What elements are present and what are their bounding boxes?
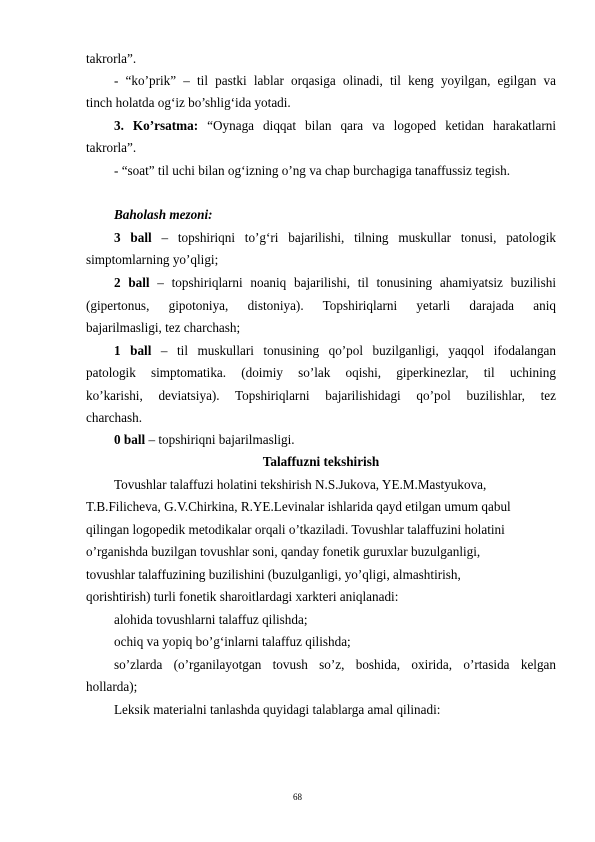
- text-run: – topshiriqni to’g‘ri bajarilishi, tilning muskullar tonusi, patologik: [151, 230, 556, 245]
- score-label: 0 ball: [114, 432, 146, 447]
- instruction-heading: 3. Ko’rsatma:: [114, 118, 199, 133]
- paragraph-line: [114, 341, 556, 361]
- score-label: 3 ball: [114, 230, 152, 245]
- paragraph-line: [114, 273, 556, 293]
- section-heading: Baholash mezoni:: [114, 207, 213, 222]
- page-number: 68: [293, 792, 302, 802]
- text-line: hollarda);: [86, 679, 138, 694]
- section-title: Talaffuzni tekshirish: [262, 454, 380, 469]
- text-line: o’rganishda buzilgan tovushlar soni, qanday fonetik guruxlar buzulganligi,: [86, 544, 481, 559]
- text-line: simptomlarning yo’qligi;: [86, 252, 219, 267]
- text-line: Tovushlar talaffuzi holatini tekshirish N.S.Jukova, YE.M.Mastyukova,: [114, 477, 487, 492]
- text-line: T.B.Filicheva, G.V.Chirkina, R.YE.Levinalar ishlarida qayd etilgan umum qabul: [86, 499, 511, 514]
- text-line: qorishtirish) turli fonetik sharoitlardagi xarkteri aniqlanadi:: [86, 589, 399, 604]
- text-line: qilingan logopedik metodikalar orqali o’tkaziladi. Tovushlar talaffuzini holatini: [86, 522, 505, 537]
- text-line: bajarilmasligi, tez charchash;: [86, 320, 241, 335]
- score-label: 2 ball: [114, 275, 150, 290]
- text-line: (gipertonus, gipotoniya, distoniya). Topshiriqlarni yetarli darajada aniq: [86, 298, 556, 313]
- text-run: “Oynaga diqqat bilan qara va logoped ketidan harakatlarni: [198, 118, 556, 133]
- text-line: - “ko’prik” – til pastki lablar orqasiga olinadi, til keng yoyilgan, egilgan va: [114, 73, 556, 88]
- text-line: takrorla”.: [86, 140, 137, 155]
- paragraph-line: [114, 116, 556, 136]
- text-line: patologik simptomatika. (doimiy so’lak oqishi, giperkinezlar, til uchining: [86, 365, 556, 380]
- score-label: 1 ball: [114, 343, 152, 358]
- text-line: Leksik materialni tanlashda quyidagi talablarga amal qilinadi:: [114, 702, 441, 717]
- list-item: alohida tovushlarni talaffuz qilishda;: [114, 612, 308, 627]
- list-item: ochiq va yopiq bo’g‘inlarni talaffuz qilishda;: [114, 634, 351, 649]
- text-run: – topshiriqlarni noaniq bajarilishi, til tonusining ahamiyatsiz buzilishi: [149, 275, 556, 290]
- text-run: – topshiriqni bajarilmasligi.: [145, 432, 295, 447]
- text-line: tinch holatda og‘iz bo’shlig‘ida yotadi.: [86, 95, 291, 110]
- text-line: takrorla”.: [86, 51, 137, 66]
- paragraph-line: [114, 430, 556, 450]
- list-item: so’zlarda (o’rganilayotgan tovush so’z, boshida, oxirida, o’rtasida kelgan: [114, 657, 556, 672]
- text-line: tovushlar talaffuzining buzilishini (buzulganligi, yo’qligi, almashtirish,: [86, 567, 461, 582]
- text-line: - “soat” til uchi bilan og‘izning o’ng va chap burchagiga tanaffussiz tegish.: [114, 163, 510, 178]
- text-run: – til muskullari tonusining qo’pol buzilganligi, yaqqol ifodalangan: [151, 343, 556, 358]
- paragraph-line: [114, 228, 556, 248]
- text-line: ko’karishi, deviatsiya). Topshiriqlarni bajarilishidagi qo’pol buzilishlar, tez: [86, 388, 556, 403]
- text-line: charchash.: [86, 410, 143, 425]
